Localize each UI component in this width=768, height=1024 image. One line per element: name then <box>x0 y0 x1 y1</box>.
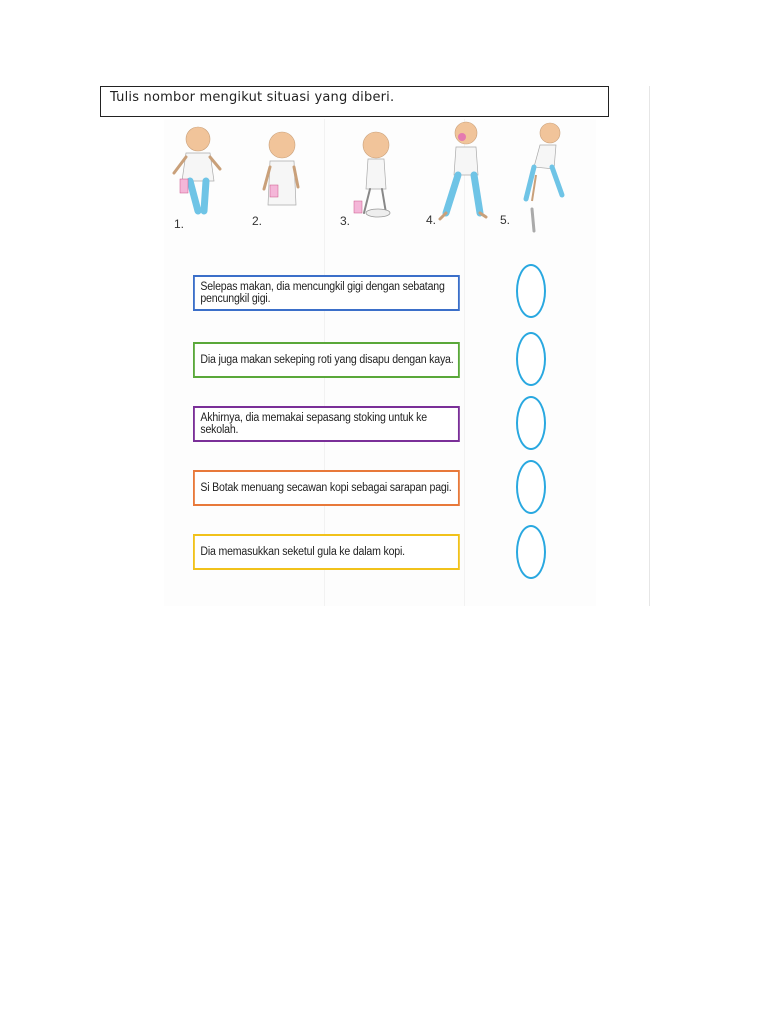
figure-number-3: 3. <box>340 214 351 228</box>
instruction-text: Tulis nombor mengikut situasi yang diberi. <box>110 90 395 105</box>
figure-number-5: 5. <box>500 213 511 227</box>
figure-number-4: 4. <box>426 213 437 227</box>
answer-circle-5[interactable] <box>516 525 546 579</box>
boy-wearing-socks-icon <box>514 119 574 239</box>
boy-pouring-coffee-icon <box>256 119 308 219</box>
sentence-text: Akhirnya, dia memakai sepasang stoking untuk ke sekolah. <box>200 412 427 436</box>
sentence-text: Dia juga makan sekeping roti yang disapu dengan kaya. <box>200 354 454 366</box>
sentence-text: Dia memasukkan seketul gula ke dalam kopi. <box>200 546 405 558</box>
sentence-box-4 <box>193 470 460 506</box>
answer-circle-4[interactable] <box>516 460 546 514</box>
figure-number-1: 1. <box>174 217 185 231</box>
figure-number-2: 2. <box>252 214 263 228</box>
instruction-box <box>100 86 609 117</box>
sentence-box-5 <box>193 534 460 570</box>
sentence-box-3 <box>193 406 460 442</box>
boy-eating-bread-icon <box>168 119 228 229</box>
sentence-text: Selepas makan, dia mencungkil gigi dengan sebatang pencungkil gigi. <box>200 281 445 305</box>
sentence-text: Si Botak menuang secawan kopi sebagai sarapan pagi. <box>200 482 452 494</box>
answer-circle-3[interactable] <box>516 396 546 450</box>
page-divider <box>649 86 650 606</box>
answer-circle-2[interactable] <box>516 332 546 386</box>
sentence-box-2 <box>193 342 460 378</box>
boy-toothpick-walking-icon <box>436 119 496 223</box>
answer-circle-1[interactable] <box>516 264 546 318</box>
boy-adding-sugar-icon <box>340 119 400 223</box>
sentence-box-1 <box>193 275 460 311</box>
